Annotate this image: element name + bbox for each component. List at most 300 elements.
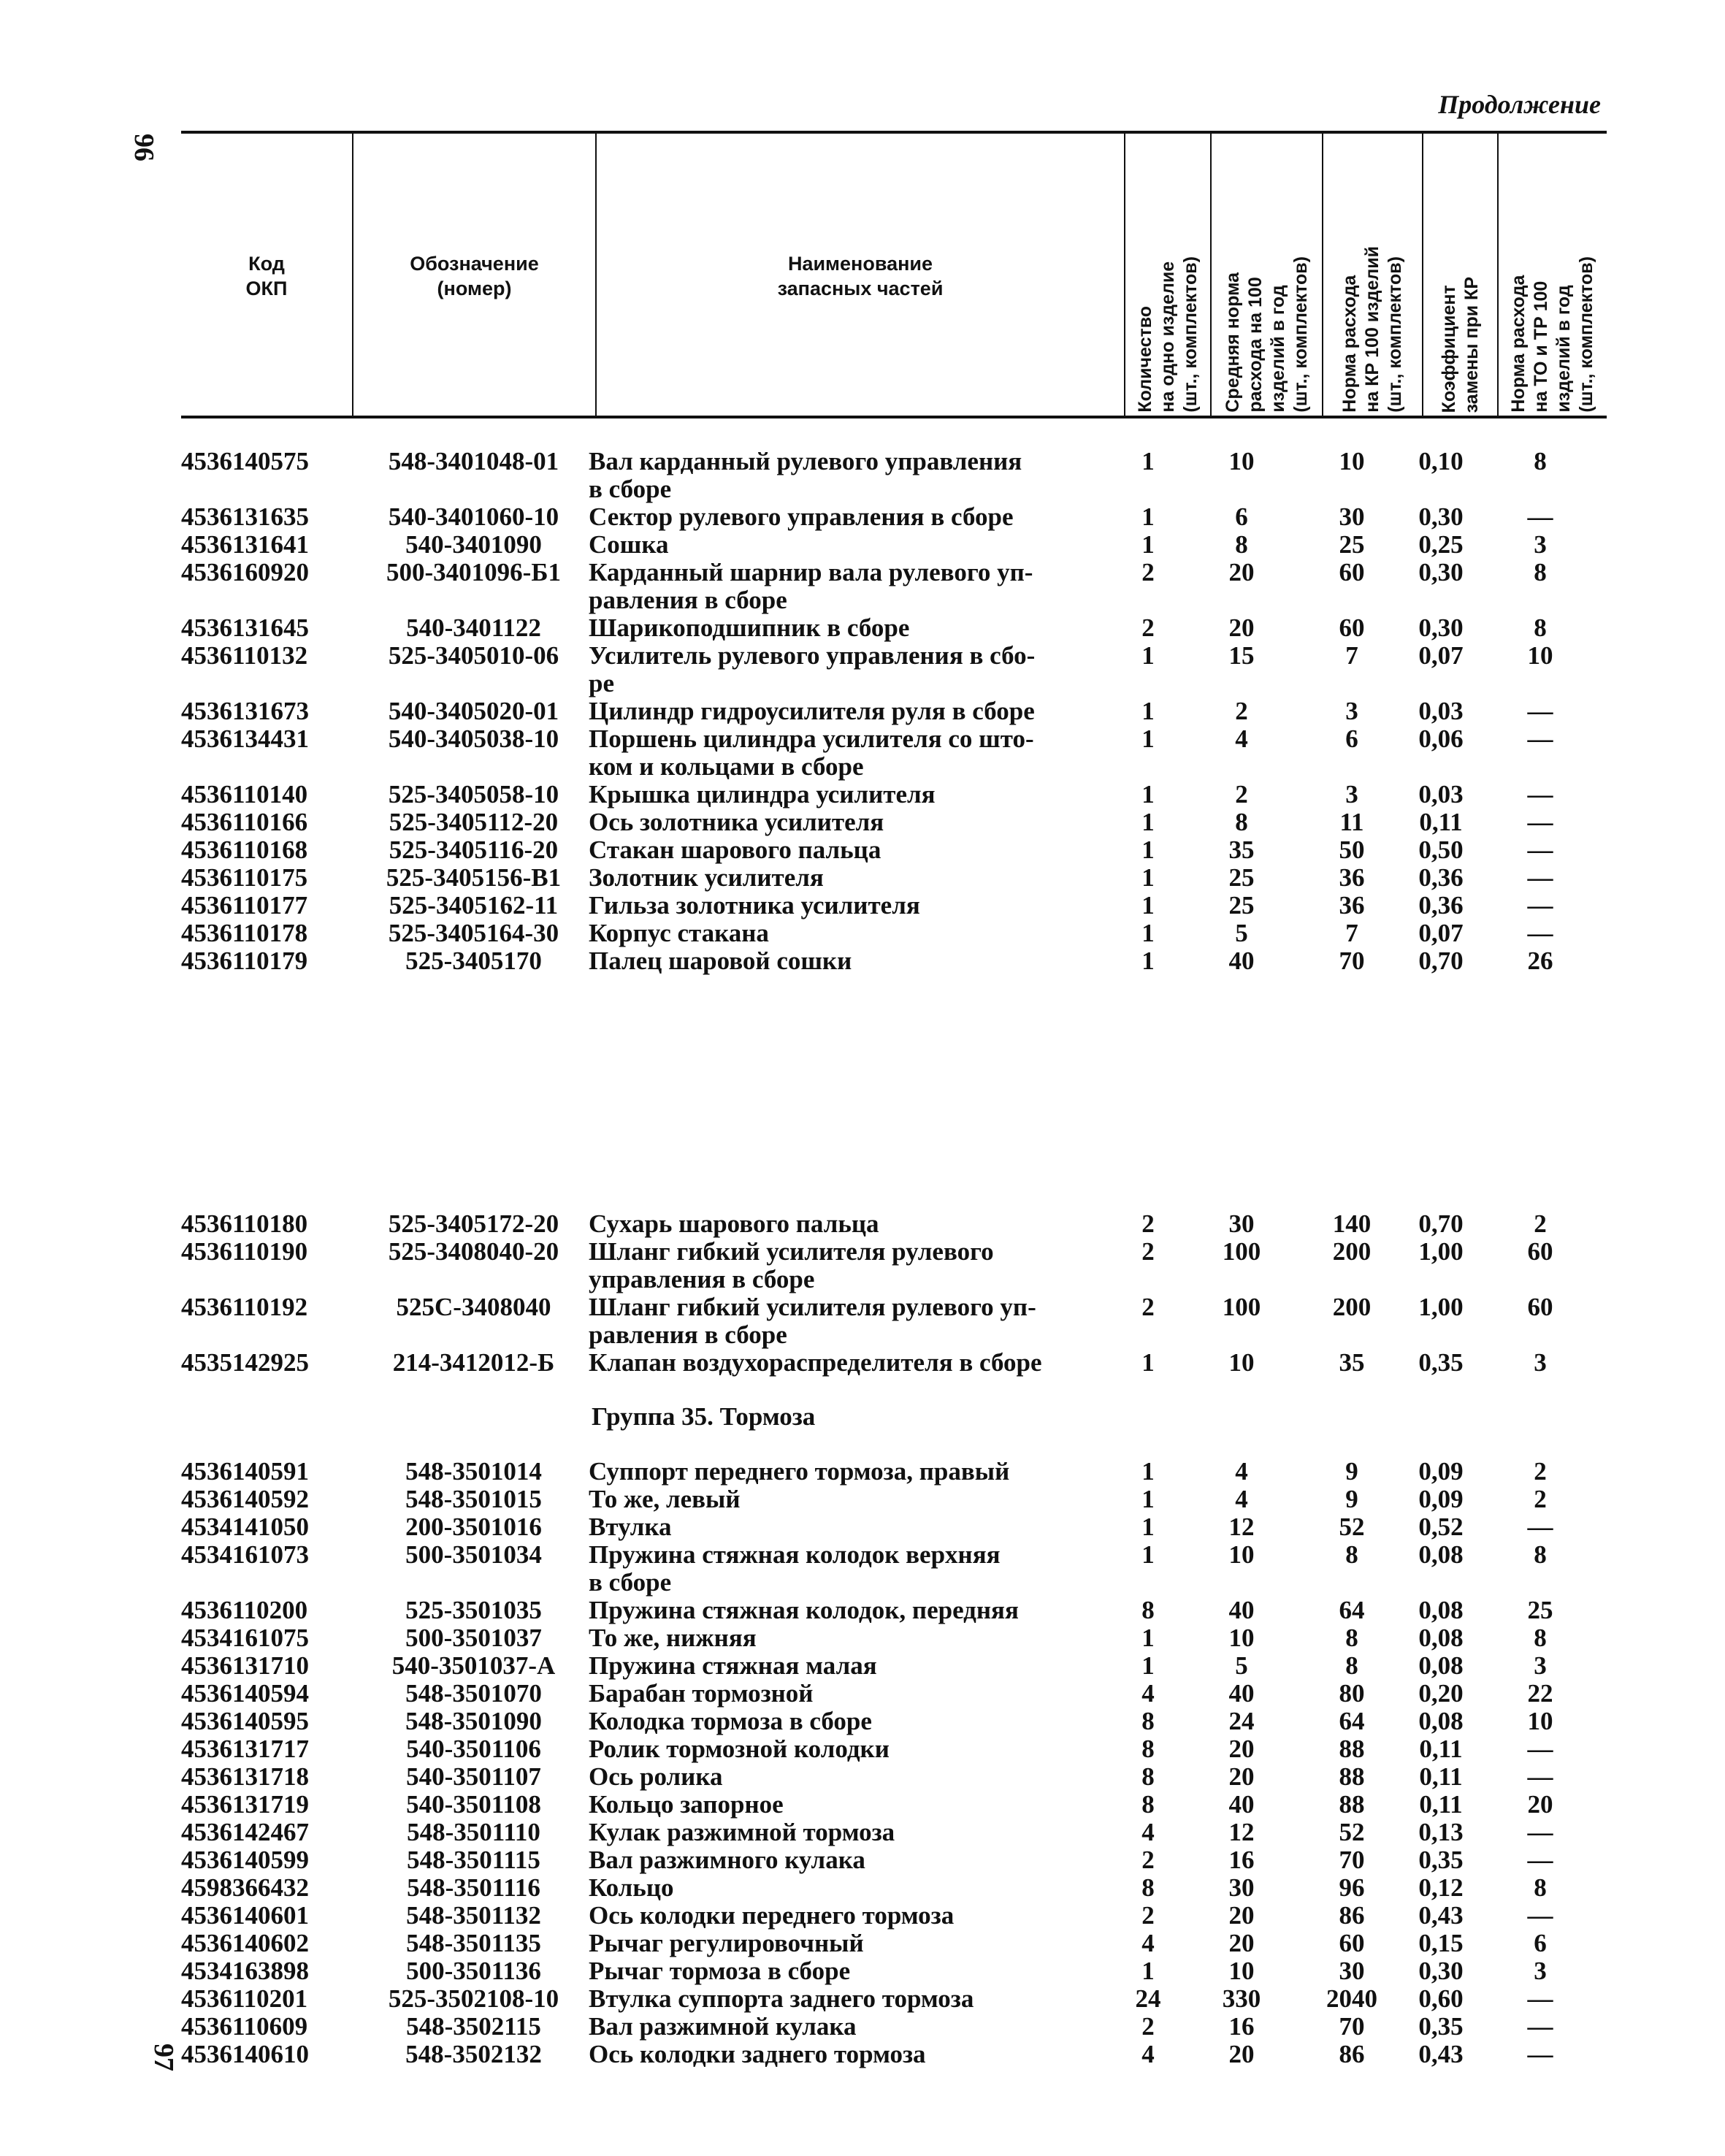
kr-rate: 88 [1339, 1735, 1365, 1763]
avg-rate: 40 [1228, 1596, 1255, 1624]
replacement-coef: 1,00 [1418, 1293, 1464, 1321]
kr-rate: 70 [1339, 1846, 1365, 1874]
header-to-rate: Норма расхода на ТО и ТР 100 изделий в год (шт., комплектов) [1508, 256, 1596, 413]
qty-per-unit: 2 [1141, 1293, 1155, 1321]
avg-rate: 20 [1228, 613, 1255, 642]
table-row [0, 448, 1725, 503]
qty-per-unit: 1 [1141, 1624, 1155, 1652]
qty-per-unit: 1 [1141, 1513, 1155, 1541]
designation: 540-3501107 [406, 1762, 541, 1791]
kr-rate: 86 [1339, 1901, 1365, 1930]
qty-per-unit: 24 [1135, 1984, 1161, 2013]
qty-per-unit: 8 [1141, 1735, 1155, 1763]
designation: 525-3405156-В1 [386, 863, 562, 892]
kr-rate: 8 [1345, 1540, 1358, 1569]
designation: 525-3405164-30 [388, 919, 559, 947]
avg-rate: 10 [1228, 447, 1255, 475]
avg-rate: 15 [1228, 641, 1255, 670]
okp-code: 4536131673 [181, 697, 309, 725]
part-name: Корпус стакана [589, 919, 769, 947]
to-tr-rate: — [1527, 780, 1553, 808]
qty-per-unit: 1 [1141, 725, 1155, 753]
to-tr-rate: 20 [1527, 1790, 1553, 1819]
to-tr-rate: — [1527, 1984, 1553, 2013]
kr-rate: 25 [1339, 530, 1365, 559]
part-name: Шарикоподшипник в сборе [589, 613, 910, 642]
designation: 548-3502115 [406, 2012, 541, 2041]
header-avg-rate: Средняя норма расхода на 100 изделий в год (шт., комплектов) [1222, 256, 1311, 413]
part-name: Кулак разжимной тормоза [589, 1818, 895, 1846]
to-tr-rate: — [1527, 863, 1553, 892]
okp-code: 4536110190 [181, 1237, 308, 1266]
replacement-coef: 0,08 [1418, 1624, 1464, 1652]
kr-rate: 88 [1339, 1762, 1365, 1791]
avg-rate: 2 [1235, 780, 1248, 808]
table-row [0, 1819, 1725, 1846]
table-row [0, 1930, 1725, 1957]
avg-rate: 5 [1235, 1651, 1248, 1680]
part-name: Вал разжимного кулака [589, 1846, 865, 1874]
table-row [0, 1874, 1725, 1902]
okp-code: 4536110168 [181, 836, 308, 864]
part-name: Усилитель рулевого управления в сбо- ре [589, 641, 1036, 697]
kr-rate: 52 [1339, 1818, 1365, 1846]
to-tr-rate: — [1527, 808, 1553, 836]
avg-rate: 8 [1235, 530, 1248, 559]
kr-rate: 30 [1339, 502, 1365, 531]
to-tr-rate: — [1527, 2012, 1553, 2041]
designation: 548-3501015 [405, 1485, 542, 1513]
table-row [0, 1791, 1725, 1819]
kr-rate: 2040 [1326, 1984, 1377, 2013]
table-row [0, 1763, 1725, 1791]
header-name: Наименование запасных частей [777, 253, 944, 299]
avg-rate: 6 [1235, 502, 1248, 531]
designation: 525-3405170 [405, 947, 542, 975]
qty-per-unit: 1 [1141, 891, 1155, 920]
qty-per-unit: 1 [1141, 1651, 1155, 1680]
to-tr-rate: 25 [1527, 1596, 1553, 1624]
okp-code: 4536131645 [181, 613, 309, 642]
table-row [0, 614, 1725, 642]
okp-code: 4534161073 [181, 1540, 309, 1569]
avg-rate: 40 [1228, 947, 1255, 975]
page-number-left: 96 [129, 134, 159, 161]
designation: 540-3405020-01 [388, 697, 559, 725]
okp-code: 4536131641 [181, 530, 309, 559]
okp-code: 4536131717 [181, 1735, 309, 1763]
to-tr-rate: 10 [1527, 641, 1553, 670]
to-tr-rate: 10 [1527, 1707, 1553, 1735]
table-row [0, 1293, 1725, 1349]
header-code: Код ОКП [245, 253, 288, 299]
designation: 525-3405172-20 [388, 1209, 559, 1238]
okp-code: 4536110192 [181, 1293, 308, 1321]
replacement-coef: 0,30 [1418, 502, 1464, 531]
designation: 548-3401048-01 [388, 447, 559, 475]
table-row [0, 947, 1725, 975]
replacement-coef: 0,52 [1418, 1513, 1464, 1541]
qty-per-unit: 1 [1141, 780, 1155, 808]
okp-code: 4536110132 [181, 641, 308, 670]
to-tr-rate: 8 [1534, 1540, 1547, 1569]
designation: 548-3501116 [407, 1873, 540, 1902]
avg-rate: 330 [1222, 1984, 1261, 2013]
table-row [0, 1985, 1725, 2013]
replacement-coef: 0,08 [1418, 1540, 1464, 1569]
table-row [0, 1624, 1725, 1652]
parts-block [0, 1458, 1725, 2068]
replacement-coef: 0,08 [1418, 1707, 1464, 1735]
kr-rate: 9 [1345, 1485, 1358, 1513]
designation: 548-3501132 [406, 1901, 541, 1930]
designation: 525С-3408040 [396, 1293, 551, 1321]
avg-rate: 20 [1228, 1929, 1255, 1957]
to-tr-rate: 3 [1534, 1348, 1547, 1377]
avg-rate: 2 [1235, 697, 1248, 725]
part-name: Крышка цилиндра усилителя [589, 780, 936, 808]
to-tr-rate: 3 [1534, 1651, 1547, 1680]
avg-rate: 10 [1228, 1540, 1255, 1569]
part-name: Пружина стяжная колодок, передняя [589, 1596, 1019, 1624]
replacement-coef: 0,11 [1419, 1790, 1463, 1819]
to-tr-rate: 60 [1527, 1293, 1553, 1321]
table-row [0, 1349, 1725, 1377]
replacement-coef: 0,35 [1418, 1348, 1464, 1377]
kr-rate: 80 [1339, 1679, 1365, 1708]
to-tr-rate: — [1527, 2040, 1553, 2068]
to-tr-rate: 22 [1527, 1679, 1553, 1708]
kr-rate: 30 [1339, 1957, 1365, 1985]
avg-rate: 12 [1228, 1818, 1255, 1846]
kr-rate: 88 [1339, 1790, 1365, 1819]
part-name: Палец шаровой сошки [589, 947, 852, 975]
kr-rate: 8 [1345, 1624, 1358, 1652]
okp-code: 4536110175 [181, 863, 308, 892]
designation: 540-3501108 [406, 1790, 541, 1819]
qty-per-unit: 2 [1141, 558, 1155, 586]
parts-block [0, 1210, 1725, 1377]
part-name: Суппорт переднего тормоза, правый [589, 1457, 1010, 1486]
avg-rate: 12 [1228, 1513, 1255, 1541]
designation: 548-3501070 [405, 1679, 542, 1708]
to-tr-rate: — [1527, 919, 1553, 947]
qty-per-unit: 1 [1141, 447, 1155, 475]
replacement-coef: 0,50 [1418, 836, 1464, 864]
qty-per-unit: 4 [1141, 1818, 1155, 1846]
table-row [0, 1541, 1725, 1597]
avg-rate: 8 [1235, 808, 1248, 836]
part-name: Пружина стяжная малая [589, 1651, 877, 1680]
qty-per-unit: 2 [1141, 1209, 1155, 1238]
okp-code: 4536131710 [181, 1651, 309, 1680]
group-title: Группа 35. Тормоза [592, 1402, 816, 1431]
okp-code: 4534141050 [181, 1513, 309, 1541]
replacement-coef: 0,07 [1418, 641, 1464, 670]
avg-rate: 20 [1228, 1735, 1255, 1763]
kr-rate: 64 [1339, 1596, 1365, 1624]
part-name: Клапан воздухораспределителя в сборе [589, 1348, 1042, 1377]
kr-rate: 140 [1332, 1209, 1372, 1238]
header-kr-rate: Норма расхода на КР 100 изделий (шт., комплектов) [1339, 246, 1405, 413]
kr-rate: 6 [1345, 725, 1358, 753]
designation: 548-3501110 [407, 1818, 540, 1846]
table-row [0, 836, 1725, 864]
table-row [0, 1597, 1725, 1624]
to-tr-rate: 26 [1527, 947, 1553, 975]
part-name: Цилиндр гидроусилителя руля в сборе [589, 697, 1035, 725]
okp-code: 4536140595 [181, 1707, 309, 1735]
replacement-coef: 1,00 [1418, 1237, 1464, 1266]
qty-per-unit: 1 [1141, 919, 1155, 947]
kr-rate: 35 [1339, 1348, 1365, 1377]
table-row [0, 864, 1725, 892]
qty-per-unit: 1 [1141, 1540, 1155, 1569]
part-name: Пружина стяжная колодок верхняя в сборе [589, 1540, 1001, 1597]
to-tr-rate: 8 [1534, 1624, 1547, 1652]
part-name: Поршень цилиндра усилителя со што- ком и кольцами в сборе [589, 725, 1034, 781]
okp-code: 4536140575 [181, 447, 309, 475]
table-row [0, 503, 1725, 531]
avg-rate: 25 [1228, 863, 1255, 892]
part-name: Вал карданный рулевого управления в сборе [589, 447, 1022, 503]
replacement-coef: 0,15 [1418, 1929, 1464, 1957]
continuation-label: Продолжение [1438, 90, 1601, 119]
to-tr-rate: — [1527, 1513, 1553, 1541]
table-row [0, 808, 1725, 836]
okp-code: 4536140602 [181, 1929, 309, 1957]
okp-code: 4536110179 [181, 947, 308, 975]
table-row [0, 2013, 1725, 2041]
kr-rate: 11 [1339, 808, 1364, 836]
designation: 525-3405112-20 [389, 808, 559, 836]
avg-rate: 10 [1228, 1624, 1255, 1652]
avg-rate: 16 [1228, 2012, 1255, 2041]
okp-code: 4536110200 [181, 1596, 308, 1624]
okp-code: 4598366432 [181, 1873, 309, 1902]
qty-per-unit: 1 [1141, 1957, 1155, 1985]
replacement-coef: 0,08 [1418, 1651, 1464, 1680]
kr-rate: 9 [1345, 1457, 1358, 1486]
to-tr-rate: 8 [1534, 613, 1547, 642]
avg-rate: 100 [1222, 1293, 1261, 1321]
avg-rate: 30 [1228, 1209, 1255, 1238]
table-row [0, 1735, 1725, 1763]
part-name: Ролик тормозной колодки [589, 1735, 890, 1763]
to-tr-rate: — [1527, 836, 1553, 864]
part-name: Шланг гибкий усилителя рулевого уп- равления в сборе [589, 1293, 1036, 1349]
to-tr-rate: 3 [1534, 1957, 1547, 1985]
qty-per-unit: 2 [1141, 1237, 1155, 1266]
qty-per-unit: 2 [1141, 1846, 1155, 1874]
avg-rate: 5 [1235, 919, 1248, 947]
to-tr-rate: 8 [1534, 447, 1547, 475]
designation: 540-3405038-10 [388, 725, 559, 753]
okp-code: 4536140610 [181, 2040, 309, 2068]
part-name: Кольцо [589, 1873, 674, 1902]
replacement-coef: 0,70 [1418, 947, 1464, 975]
designation: 525-3405058-10 [388, 780, 559, 808]
to-tr-rate: — [1527, 1735, 1553, 1763]
okp-code: 4536131635 [181, 502, 309, 531]
okp-code: 4536110201 [181, 1984, 308, 2013]
table-row [0, 531, 1725, 559]
table-row [0, 697, 1725, 725]
replacement-coef: 0,08 [1418, 1596, 1464, 1624]
table-row [0, 1486, 1725, 1513]
okp-code: 4536140601 [181, 1901, 309, 1930]
kr-rate: 52 [1339, 1513, 1365, 1541]
kr-rate: 200 [1332, 1237, 1372, 1266]
avg-rate: 20 [1228, 2040, 1255, 2068]
table-row [0, 725, 1725, 781]
to-tr-rate: 8 [1534, 1873, 1547, 1902]
designation: 214-3412012-Б [392, 1348, 555, 1377]
qty-per-unit: 1 [1141, 1457, 1155, 1486]
to-tr-rate: — [1527, 697, 1553, 725]
kr-rate: 3 [1345, 780, 1358, 808]
part-name: Кольцо запорное [589, 1790, 784, 1819]
table-row [0, 1238, 1725, 1293]
avg-rate: 24 [1228, 1707, 1255, 1735]
to-tr-rate: 2 [1534, 1485, 1547, 1513]
kr-rate: 70 [1339, 2012, 1365, 2041]
part-name: Карданный шарнир вала рулевого уп- равления в сборе [589, 558, 1033, 614]
qty-per-unit: 1 [1141, 697, 1155, 725]
replacement-coef: 0,11 [1419, 1735, 1463, 1763]
to-tr-rate: — [1527, 725, 1553, 753]
avg-rate: 30 [1228, 1873, 1255, 1902]
kr-rate: 60 [1339, 613, 1365, 642]
okp-code: 4536110166 [181, 808, 308, 836]
header-qty: Количество на одно изделие (шт., комплектов) [1134, 256, 1201, 413]
part-name: Рычаг регулировочный [589, 1929, 864, 1957]
avg-rate: 16 [1228, 1846, 1255, 1874]
qty-per-unit: 2 [1141, 2012, 1155, 2041]
qty-per-unit: 1 [1141, 947, 1155, 975]
part-name: Ось колодки заднего тормоза [589, 2040, 926, 2068]
avg-rate: 10 [1228, 1348, 1255, 1377]
part-name: Втулка [589, 1513, 672, 1541]
kr-rate: 60 [1339, 558, 1365, 586]
table-row [0, 1513, 1725, 1541]
designation: 525-3405010-06 [388, 641, 559, 670]
avg-rate: 40 [1228, 1679, 1255, 1708]
qty-per-unit: 1 [1141, 808, 1155, 836]
designation: 525-3408040-20 [388, 1237, 559, 1266]
qty-per-unit: 4 [1141, 1929, 1155, 1957]
parts-block [0, 448, 1725, 975]
to-tr-rate: — [1527, 502, 1553, 531]
part-name: Ось золотника усилителя [589, 808, 884, 836]
replacement-coef: 0,12 [1418, 1873, 1464, 1902]
qty-per-unit: 8 [1141, 1596, 1155, 1624]
header-coef: Коэффициент замены при КР [1438, 276, 1482, 413]
avg-rate: 35 [1228, 836, 1255, 864]
okp-code: 4536134431 [181, 725, 309, 753]
to-tr-rate: — [1527, 1901, 1553, 1930]
replacement-coef: 0,11 [1419, 1762, 1463, 1791]
replacement-coef: 0,30 [1418, 1957, 1464, 1985]
table-row [0, 1957, 1725, 1985]
okp-code: 4536140594 [181, 1679, 309, 1708]
part-name: Шланг гибкий усилителя рулевого управления в сборе [589, 1237, 994, 1293]
qty-per-unit: 8 [1141, 1762, 1155, 1791]
qty-per-unit: 1 [1141, 502, 1155, 531]
kr-rate: 64 [1339, 1707, 1365, 1735]
replacement-coef: 0,35 [1418, 2012, 1464, 2041]
part-name: Гильза золотника усилителя [589, 891, 920, 920]
avg-rate: 20 [1228, 1901, 1255, 1930]
designation: 540-3501037-А [391, 1651, 556, 1680]
table-row [0, 781, 1725, 808]
qty-per-unit: 1 [1141, 641, 1155, 670]
part-name: То же, левый [589, 1485, 741, 1513]
kr-rate: 200 [1332, 1293, 1372, 1321]
kr-rate: 86 [1339, 2040, 1365, 2068]
table-row [0, 1458, 1725, 1486]
replacement-coef: 0,70 [1418, 1209, 1464, 1238]
replacement-coef: 0,13 [1418, 1818, 1464, 1846]
replacement-coef: 0,43 [1418, 1901, 1464, 1930]
table-row [0, 642, 1725, 697]
qty-per-unit: 2 [1141, 1901, 1155, 1930]
designation: 500-3401096-Б1 [386, 558, 561, 586]
okp-code: 4536140599 [181, 1846, 309, 1874]
okp-code: 4536142467 [181, 1818, 309, 1846]
table-row [0, 1680, 1725, 1708]
qty-per-unit: 1 [1141, 1348, 1155, 1377]
table-row [0, 559, 1725, 614]
replacement-coef: 0,10 [1418, 447, 1464, 475]
okp-code: 4536131718 [181, 1762, 309, 1791]
kr-rate: 70 [1339, 947, 1365, 975]
part-name: Сектор рулевого управления в сборе [589, 502, 1014, 531]
replacement-coef: 0,03 [1418, 780, 1464, 808]
kr-rate: 60 [1339, 1929, 1365, 1957]
designation: 525-3501035 [405, 1596, 542, 1624]
kr-rate: 36 [1339, 891, 1365, 920]
to-tr-rate: — [1527, 1762, 1553, 1791]
avg-rate: 20 [1228, 1762, 1255, 1791]
designation: 200-3501016 [405, 1513, 542, 1541]
table-row [0, 1902, 1725, 1930]
kr-rate: 8 [1345, 1651, 1358, 1680]
replacement-coef: 0,30 [1418, 613, 1464, 642]
part-name: Втулка суппорта заднего тормоза [589, 1984, 974, 2013]
replacement-coef: 0,36 [1418, 863, 1464, 892]
qty-per-unit: 8 [1141, 1707, 1155, 1735]
qty-per-unit: 1 [1141, 1485, 1155, 1513]
part-name: Колодка тормоза в сборе [589, 1707, 872, 1735]
avg-rate: 10 [1228, 1957, 1255, 1985]
avg-rate: 4 [1235, 1457, 1248, 1486]
okp-code: 4536140591 [181, 1457, 309, 1486]
kr-rate: 3 [1345, 697, 1358, 725]
table-row [0, 1652, 1725, 1680]
to-tr-rate: — [1527, 891, 1553, 920]
designation: 525-3405116-20 [389, 836, 559, 864]
table-row [0, 2041, 1725, 2068]
qty-per-unit: 8 [1141, 1790, 1155, 1819]
table-row [0, 1846, 1725, 1874]
part-name: То же, нижняя [589, 1624, 757, 1652]
designation: 540-3501106 [406, 1735, 541, 1763]
avg-rate: 4 [1235, 725, 1248, 753]
part-name: Барабан тормозной [589, 1679, 814, 1708]
designation: 500-3501136 [406, 1957, 541, 1985]
to-tr-rate: 60 [1527, 1237, 1553, 1266]
